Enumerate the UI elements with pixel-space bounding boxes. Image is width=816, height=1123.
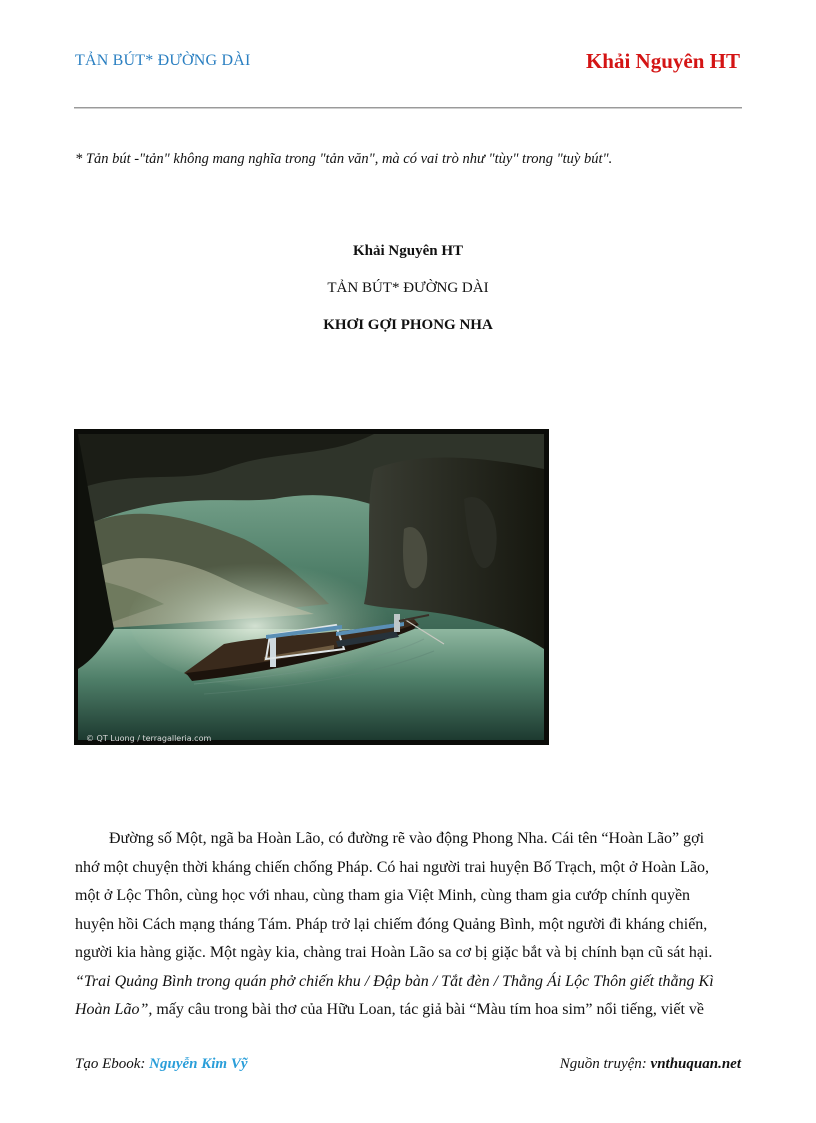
body-line: nhớ một chuyện thời kháng chiến chống Pháp. Có hai người trai huyện Bố Trạch, một ở Hoàn Lão, — [75, 858, 709, 876]
body-line — [75, 996, 743, 1025]
body-line: một ở Lộc Thôn, cùng học với nhau, cùng tham gia Việt Minh, cùng tham gia cướp chính quyền — [75, 887, 691, 904]
cave-boat-photo — [74, 429, 549, 745]
footer-source-label: Nguồn truyện: — [559, 1056, 651, 1072]
header-series-title: TẢN BÚT* ĐƯỜNG DÀI — [75, 52, 251, 69]
footer-ebook-name: Nguyễn Kim Vỹ — [149, 1056, 248, 1072]
body-line — [75, 968, 743, 997]
chapter-title: KHƠI GỢI PHONG NHA — [323, 317, 493, 333]
body-line: huyện hồi Cách mạng tháng Tám. Pháp trở lại chiếm đóng Quảng Bình, một người đi kháng chiến, — [75, 915, 708, 933]
body-line: Đường số Một, ngã ba Hoàn Lão, có đường rẽ vào động Phong Nha. Cái tên “Hoàn Lão” gợi — [109, 830, 705, 847]
body-line-text: mấy câu trong bài thơ của Hữu Loan, tác giả bài “Màu tím hoa sim” nổi tiếng, viết về — [152, 1001, 704, 1018]
poem-quote: “Trai Quảng Bình trong quán phở chiến khu / Đập bàn / Tắt đèn / Thằng Ái Lộc Thôn giết thằng Kì — [75, 972, 714, 990]
body-line: người kia hàng giặc. Một ngày kia, chàng trai Hoàn Lão sa cơ bị giặc bắt và bị chính bạn cũ sát hại. — [75, 944, 713, 961]
footer-ebook-credit — [75, 1056, 248, 1073]
footnote: * Tản bút -"tản" không mang nghĩa trong "tản văn", mà có vai trò như "tùy" trong "tuỳ bút". — [75, 151, 613, 167]
poem-quote-end: Hoàn Lão”, — [75, 1001, 153, 1018]
footer-ebook-label: Tạo Ebook: — [75, 1056, 150, 1072]
footer-source — [560, 1056, 741, 1073]
series-title: TẢN BÚT* ĐƯỜNG DÀI — [327, 280, 489, 296]
author-name: Khải Nguyên HT — [352, 243, 464, 259]
article-body — [75, 825, 743, 1025]
cave-boat-illustration — [74, 429, 549, 745]
photo-credit: © QT Luong / terragalleria.com — [86, 734, 212, 743]
footer-source-site: vnthuquan.net — [650, 1056, 741, 1072]
header-author: Khải Nguyên HT — [585, 49, 740, 73]
header-divider — [74, 107, 742, 109]
